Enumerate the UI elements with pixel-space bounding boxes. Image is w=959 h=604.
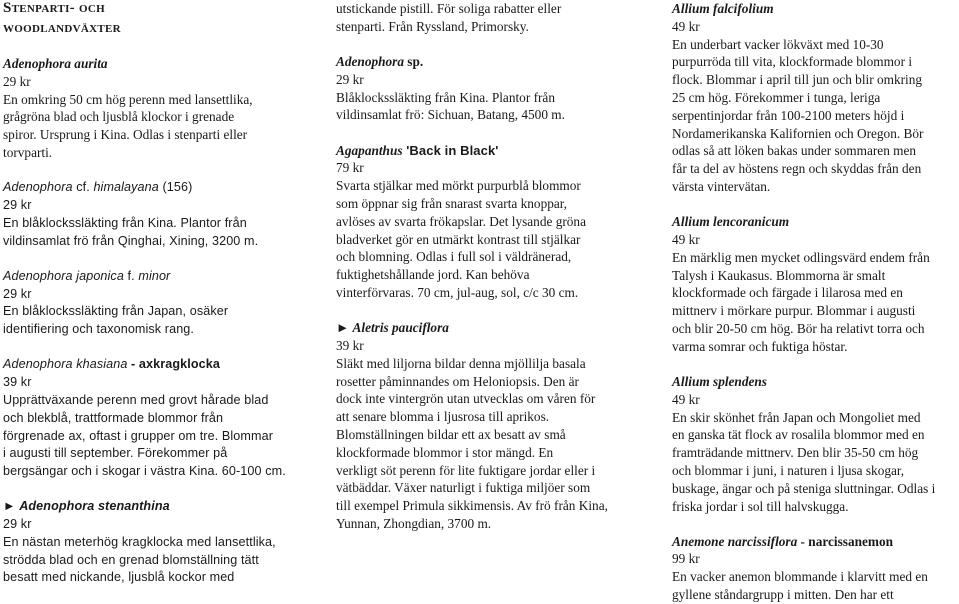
cultivar: 'Back in Black' — [402, 142, 499, 158]
description-line: klockformade blommor i stor mängd. En — [336, 444, 554, 460]
description-line: vildinsamlat frö: Sichuan, Batang, 4500 m. — [336, 107, 565, 123]
description-line: utstickande pistill. För soliga rabatter eller — [336, 1, 562, 16]
description-line: att senare blomma i ljusrosa till aprikos. — [336, 409, 550, 425]
description-line: verkligt söt perenn för lite fuktigare jordar eller i — [336, 462, 596, 478]
description-line: värsta vintervätan. — [672, 178, 771, 194]
description-line: fuktighetshållande jord. Kan behöva — [336, 267, 530, 283]
description-line: En blåklockssläkting från Kina. Plantor från — [3, 215, 247, 230]
description-line: framträdande mittnerv. Den blir 35-50 cm hög — [672, 445, 919, 461]
description-line: Yunnan, Zhongdian, 3700 m. — [336, 515, 492, 531]
description-line: vätbäddar. Växer naturligt i fuktiga miljöer som — [336, 480, 591, 496]
plant-name-allium-splendens: Allium splendens — [672, 373, 767, 389]
price: 49 kr — [672, 231, 700, 247]
section-heading-line-2: woodlandväxter — [3, 19, 121, 36]
description-line: får ta del av höstens regn och skyddas från den — [672, 161, 922, 177]
plant-name-anemone-narcissiflora — [672, 533, 957, 551]
description-line: En vacker anemon blommande i klarvitt med en — [672, 569, 928, 585]
description-line: mittnerv i mörkare purpur. Blommar i augusti — [672, 303, 916, 319]
description-line: flock. Blommar i april till jun och blir omkring — [672, 72, 923, 88]
price: 79 kr — [336, 160, 364, 176]
price: 49 kr — [672, 18, 700, 34]
description-line: grågröna blad och ljusblå klockor i grenade — [3, 109, 235, 125]
price: 39 kr — [336, 337, 364, 353]
epithet: minor — [138, 268, 171, 283]
description-line: 25 cm hög. Förekommer i tunga, leriga — [672, 89, 881, 105]
description-line: rosetter påminnandes om Heloniopsis. Den är — [336, 373, 579, 389]
description-line: En blåklockssläkting från Japan, osäker — [3, 304, 229, 319]
common-name: - axkragklocka — [127, 357, 220, 372]
description-line: Upprättväxande perenn med grovt hårade blad — [3, 392, 269, 407]
description-line: Nordamerikanska Kalifornien och Oregon. Bör — [672, 125, 924, 141]
genus: Adenophora — [336, 53, 404, 69]
description-line: Släkt med liljorna bildar denna mjöllilja basala — [336, 355, 586, 371]
description-line: klockformade och färgade i lilarosa med en — [672, 285, 903, 301]
description-line: bladverket gör en utmärkt kontrast till stjälkar — [336, 231, 581, 247]
new-marker-icon: ► — [3, 499, 16, 514]
price: 49 kr — [672, 391, 700, 407]
description-line: förgrenade ax, oftast i grupper om tre. Blommar — [3, 428, 273, 443]
price: 29 kr — [3, 197, 32, 212]
description-line: gyllene ståndargrupp i mitten. Den har ett — [672, 587, 894, 603]
description-line: Svarta stjälkar med mörkt purpurblå blommor — [336, 178, 581, 194]
description-line: avlöses av svarta frökapslar. Det lysande gröna — [336, 213, 586, 229]
description-line: och blommar i juni, i naturen i ljusa skogar, — [672, 462, 905, 478]
description-line: serpentinjordar från 100-2100 meters höjd i — [672, 107, 905, 123]
description-line: En underbart vacker lökväxt med 10-30 — [672, 36, 884, 52]
column-2 — [336, 0, 638, 574]
column-3 — [672, 0, 957, 603]
plant-name-allium-falcifolium: Allium falcifolium — [672, 1, 774, 16]
description-line: spiror. Ursprung i Kina. Odlas i stenparti eller — [3, 127, 248, 143]
description-line: strödda blad och en grenad blomställning tätt — [3, 552, 259, 567]
description-line: en ganska tät flock av rosalila blommor med en — [672, 427, 925, 443]
description-line: till exempel Primula sikkimensis. Av frö från Kina, — [336, 498, 608, 514]
description-line: Talysh i Kaukasus. Blommorna är smalt — [672, 267, 886, 283]
plant-name-adenophora-khasiana — [3, 356, 301, 374]
plant-name-adenophora-sp — [336, 53, 638, 71]
description-line: En märklig men mycket odlingsvärd endem från — [672, 249, 930, 265]
description-line: Blåklockssläkting från Kina. Plantor från — [336, 89, 555, 105]
description-line: friska jordar i sol till halvskugga. — [672, 498, 849, 514]
description-line: vinterförvaras. 70 cm, jul-aug, sol, c/c 30 cm. — [336, 284, 579, 300]
column-1 — [3, 0, 301, 585]
catalog-number: (156) — [158, 180, 193, 195]
new-marker-icon: ► — [336, 320, 350, 336]
price: 29 kr — [3, 73, 31, 89]
qualifier: cf. — [72, 180, 94, 195]
plant-name: Adenophora stenanthina — [19, 499, 170, 514]
qualifier: sp. — [403, 53, 424, 69]
description-line: odlas så att löken bakas under sommaren men — [672, 143, 917, 159]
section-heading-line-1: Stenparti- och — [3, 0, 105, 16]
description-line: vildinsamlat frö från Qinghai, Xining, 3200 m. — [3, 233, 259, 248]
description-line: En nästan meterhög kragklocka med lansettlika, — [3, 534, 276, 549]
description-line: En skir skönhet från Japan och Mongoliet med — [672, 409, 921, 425]
description-line: i augusti till september. Förekommer på — [3, 446, 228, 461]
description-line: besatt med nickande, ljusblå kockor med — [3, 570, 235, 585]
plant-name-allium-lencoranicum: Allium lencoranicum — [672, 214, 790, 230]
price: 99 kr — [672, 551, 700, 567]
plant-name-agapanthus — [336, 142, 638, 160]
description-line: och blekblå, trattformade blommor från — [3, 410, 224, 425]
description-line: identifiering och taxonomisk rang. — [3, 322, 195, 337]
epithet: himalayana — [93, 180, 159, 195]
genus: Adenophora japonica — [3, 268, 124, 283]
qualifier: f. — [123, 268, 139, 283]
description-line: och blomning. Odlas i full sol i väldränerad, — [336, 249, 572, 265]
price: 29 kr — [3, 517, 32, 532]
description-line: dock inte vintergrön utan utvecklas om våren för — [336, 391, 596, 407]
genus: Adenophora — [3, 180, 73, 195]
plant-name-adenophora-himalayana — [3, 179, 301, 197]
plant-name-adenophora-aurita: Adenophora aurita — [3, 55, 108, 71]
description-line: bergsängar och i skogar i västra Kina. 60-100 cm. — [3, 464, 286, 479]
description-line: Blomställningen bildar ett ax besatt av små — [336, 426, 566, 442]
description-line: torvparti. — [3, 144, 53, 160]
description-line: som öppnar sig från snarast svarta knoppar, — [336, 195, 567, 211]
description-line: varma somrar och fuktiga höstar. — [672, 338, 848, 354]
plant-name-adenophora-japonica — [3, 268, 301, 286]
description-line: stenparti. Från Ryssland, Primorsky. — [336, 18, 529, 34]
price: 39 kr — [3, 375, 32, 390]
plant-name-aletris-pauciflora — [336, 319, 638, 337]
common-name: - narcissanemon — [797, 533, 894, 549]
description-line: och blir 20-50 cm hög. Bör ha relativt torra och — [672, 320, 925, 336]
genus: Adenophora khasiana — [3, 357, 128, 372]
price: 29 kr — [336, 71, 364, 87]
plant-name: Anemone narcissiflora — [672, 533, 798, 549]
plant-name: Aletris pauciflora — [352, 320, 449, 336]
plant-name-adenophora-stenanthina — [3, 498, 301, 516]
description-line: buskage, ängar och på steniga sluttningar. Odlas i — [672, 480, 936, 496]
genus: Agapanthus — [336, 142, 403, 158]
description-line: En omkring 50 cm hög perenn med lansettlika, — [3, 91, 253, 107]
price: 29 kr — [3, 286, 32, 301]
description-line: purpurröda till vita, klockformade blommor i — [672, 54, 913, 70]
